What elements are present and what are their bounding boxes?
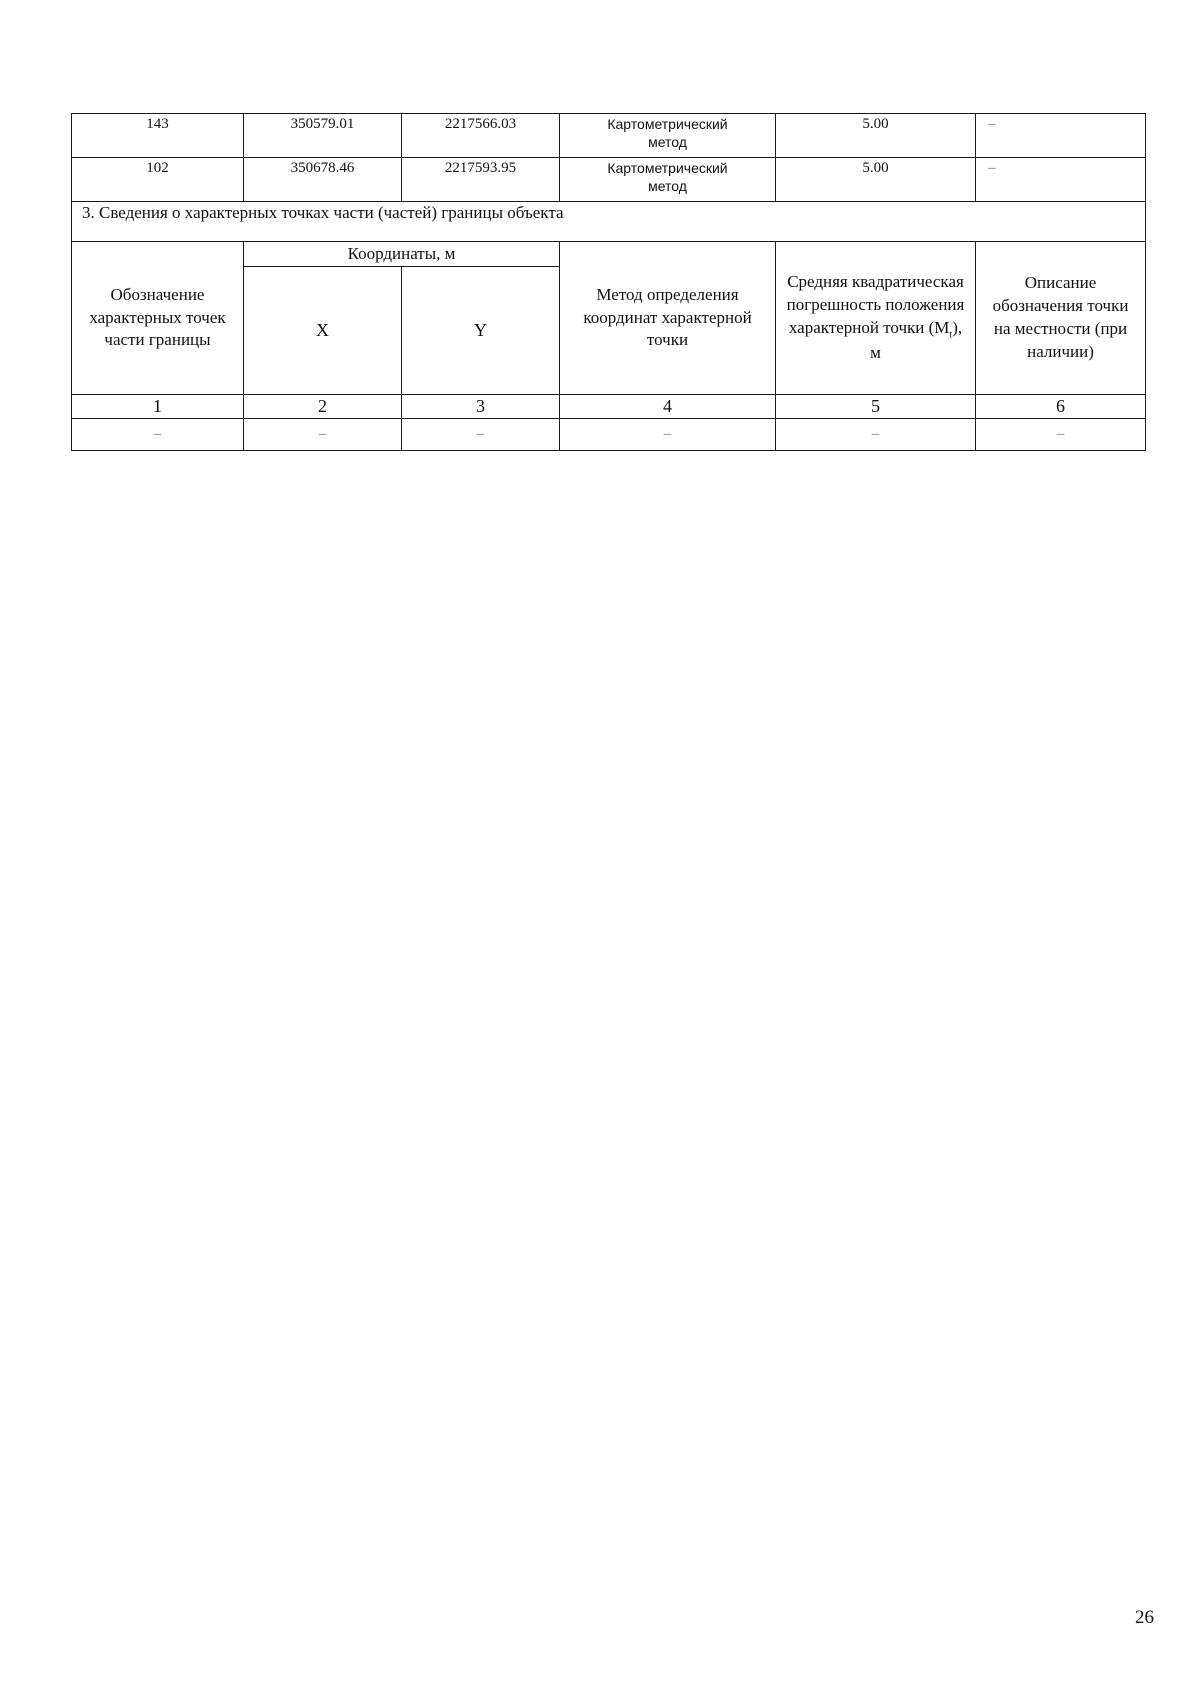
table-row: [72, 158, 1146, 202]
header-error-subscript: t: [949, 329, 953, 341]
empty-cell: –: [402, 419, 560, 451]
column-numbers-row: [72, 395, 1146, 419]
header-error: [776, 242, 976, 395]
coordinate-x: 350579.01: [244, 114, 402, 158]
method-line-2: метод: [648, 133, 687, 150]
method-cell: [560, 158, 776, 202]
header-error-text: Средняя квадратическая погрешность положения характерной точки (M: [786, 272, 965, 338]
header-point-designation: Обозначение характерных точек части границы: [72, 242, 244, 395]
section-heading-row: [72, 202, 1146, 242]
point-name: 102: [72, 158, 244, 202]
header-coordinates: Координаты, м: [244, 242, 560, 267]
header-description: Описание обозначения точки на местности (при наличии): [976, 242, 1146, 395]
point-description: –: [976, 114, 1146, 158]
column-number: 5: [776, 395, 976, 419]
column-number: 3: [402, 395, 560, 419]
column-number: 6: [976, 395, 1146, 419]
empty-cell: –: [776, 419, 976, 451]
column-number: 2: [244, 395, 402, 419]
empty-cell: –: [72, 419, 244, 451]
empty-cell: –: [976, 419, 1146, 451]
method-line-1: Картометрический: [607, 160, 728, 176]
empty-row: [72, 419, 1146, 451]
point-description: –: [976, 158, 1146, 202]
header-y: Y: [402, 267, 560, 395]
header-method: Метод определения координат характерной точки: [560, 242, 776, 395]
section-title: 3. Сведения о характерных точках части (частей) границы объекта: [72, 202, 1146, 242]
error-value: 5.00: [776, 158, 976, 202]
error-value: 5.00: [776, 114, 976, 158]
table-row: [72, 114, 1146, 158]
coordinate-y: 2217593.95: [402, 158, 560, 202]
header-x: X: [244, 267, 402, 395]
page-number: 26: [1135, 1607, 1154, 1628]
coordinate-x: 350678.46: [244, 158, 402, 202]
method-cell: [560, 114, 776, 158]
column-number: 1: [72, 395, 244, 419]
method-line-1: Картометрический: [607, 116, 728, 132]
boundary-points-table: [71, 113, 1146, 451]
header-row: [72, 242, 1146, 267]
coordinate-y: 2217566.03: [402, 114, 560, 158]
empty-cell: –: [244, 419, 402, 451]
point-name: 143: [72, 114, 244, 158]
empty-cell: –: [560, 419, 776, 451]
method-line-2: метод: [648, 177, 687, 194]
column-number: 4: [560, 395, 776, 419]
header-error-unit: ), м: [870, 318, 963, 362]
